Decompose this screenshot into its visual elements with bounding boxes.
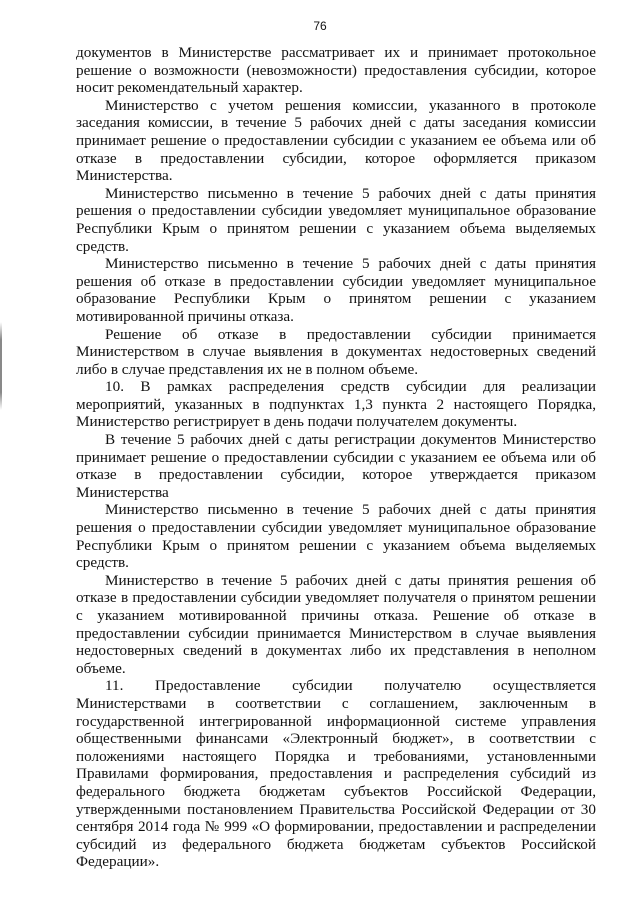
paragraph-refusal-grounds: Решение об отказе в предоставлении субсидии принимается Министерством в случае выявления в документах недостоверных сведений либо в случае представления их не в полном объеме. bbox=[76, 325, 596, 378]
scan-edge-mark bbox=[0, 322, 2, 410]
page-number: 76 bbox=[313, 19, 327, 33]
paragraph-continuation: документов в Министерстве рассматривает их и принимает протокольное решение о возможности (невозможности) предоставления субсидии, которое носит рекомендательный характер. bbox=[76, 44, 596, 97]
paragraph-notify-grant-2: Министерство письменно в течение 5 рабочих дней с даты принятия решения о предоставлении субсидии уведомляет муниципальное образование Республики Крым о принятом решении с указанием объема выделяемых средств. bbox=[76, 501, 596, 572]
paragraph-registration-decision: В течение 5 рабочих дней с даты регистрации документов Министерство принимает решение о предоставлении субсидии с указанием ее объема или об отказе в предоставлении субсидии, которое утверждается приказом Министерства bbox=[76, 431, 596, 501]
paragraph-commission-decision: Министерство с учетом решения комиссии, указанного в протоколе заседания комиссии, в течение 5 рабочих дней с даты заседания комиссии принимает решение о предоставлении субсидии с указанием ее объема или об отказе в предоставлении субсидии, которое оформляется приказом Министерства. bbox=[76, 96, 596, 185]
document-body bbox=[76, 44, 596, 871]
paragraph-notify-grant: Министерство письменно в течение 5 рабочих дней с даты принятия решения о предоставлении субсидии уведомляет муниципальное образование Республики Крым о принятом решении с указанием объема выделяемых средств. bbox=[76, 184, 596, 255]
paragraph-clause-10: 10. В рамках распределения средств субсидии для реализации мероприятий, указанных в подпунктах 1,3 пункта 2 настоящего Порядка, Министерство регистрирует в день подачи получателем документы. bbox=[76, 378, 596, 431]
paragraph-clause-11: 11. Предоставление субсидии получателю осуществляется Министерствами в соответствии с соглашением, заключенным в государственной интегрированной информационной системе управления общественными финансами «Электронный бюджет», в соответствии с положениями настоящего Порядка и требованиями, установленными Правилами формирования, предоставления и распределения субсидий из федерального бюджета бюджетам субъектов Российской Федерации, утвержденными постановлением Правительства Российской Федерации от 30 сентября 2014 года № 999 «О формировании, предоставлении и распределении субсидий из федерального бюджета бюджетам субъектов Российской Федерации». bbox=[76, 677, 596, 871]
paragraph-notify-refusal: Министерство письменно в течение 5 рабочих дней с даты принятия решения об отказе в предоставлении субсидии уведомляет муниципальное образование Республики Крым о принятом решении с указанием мотивированной причины отказа. bbox=[76, 255, 596, 325]
paragraph-notify-refusal-2: Министерство в течение 5 рабочих дней с даты принятия решения об отказе в предоставлении субсидии уведомляет получателя о принятом решении с указанием мотивированной причины отказа. Решение об отказе в предоставлении субсидии принимается Министерством в случае выявления недостоверных сведений в документах либо их представления в неполном объеме. bbox=[76, 571, 596, 677]
